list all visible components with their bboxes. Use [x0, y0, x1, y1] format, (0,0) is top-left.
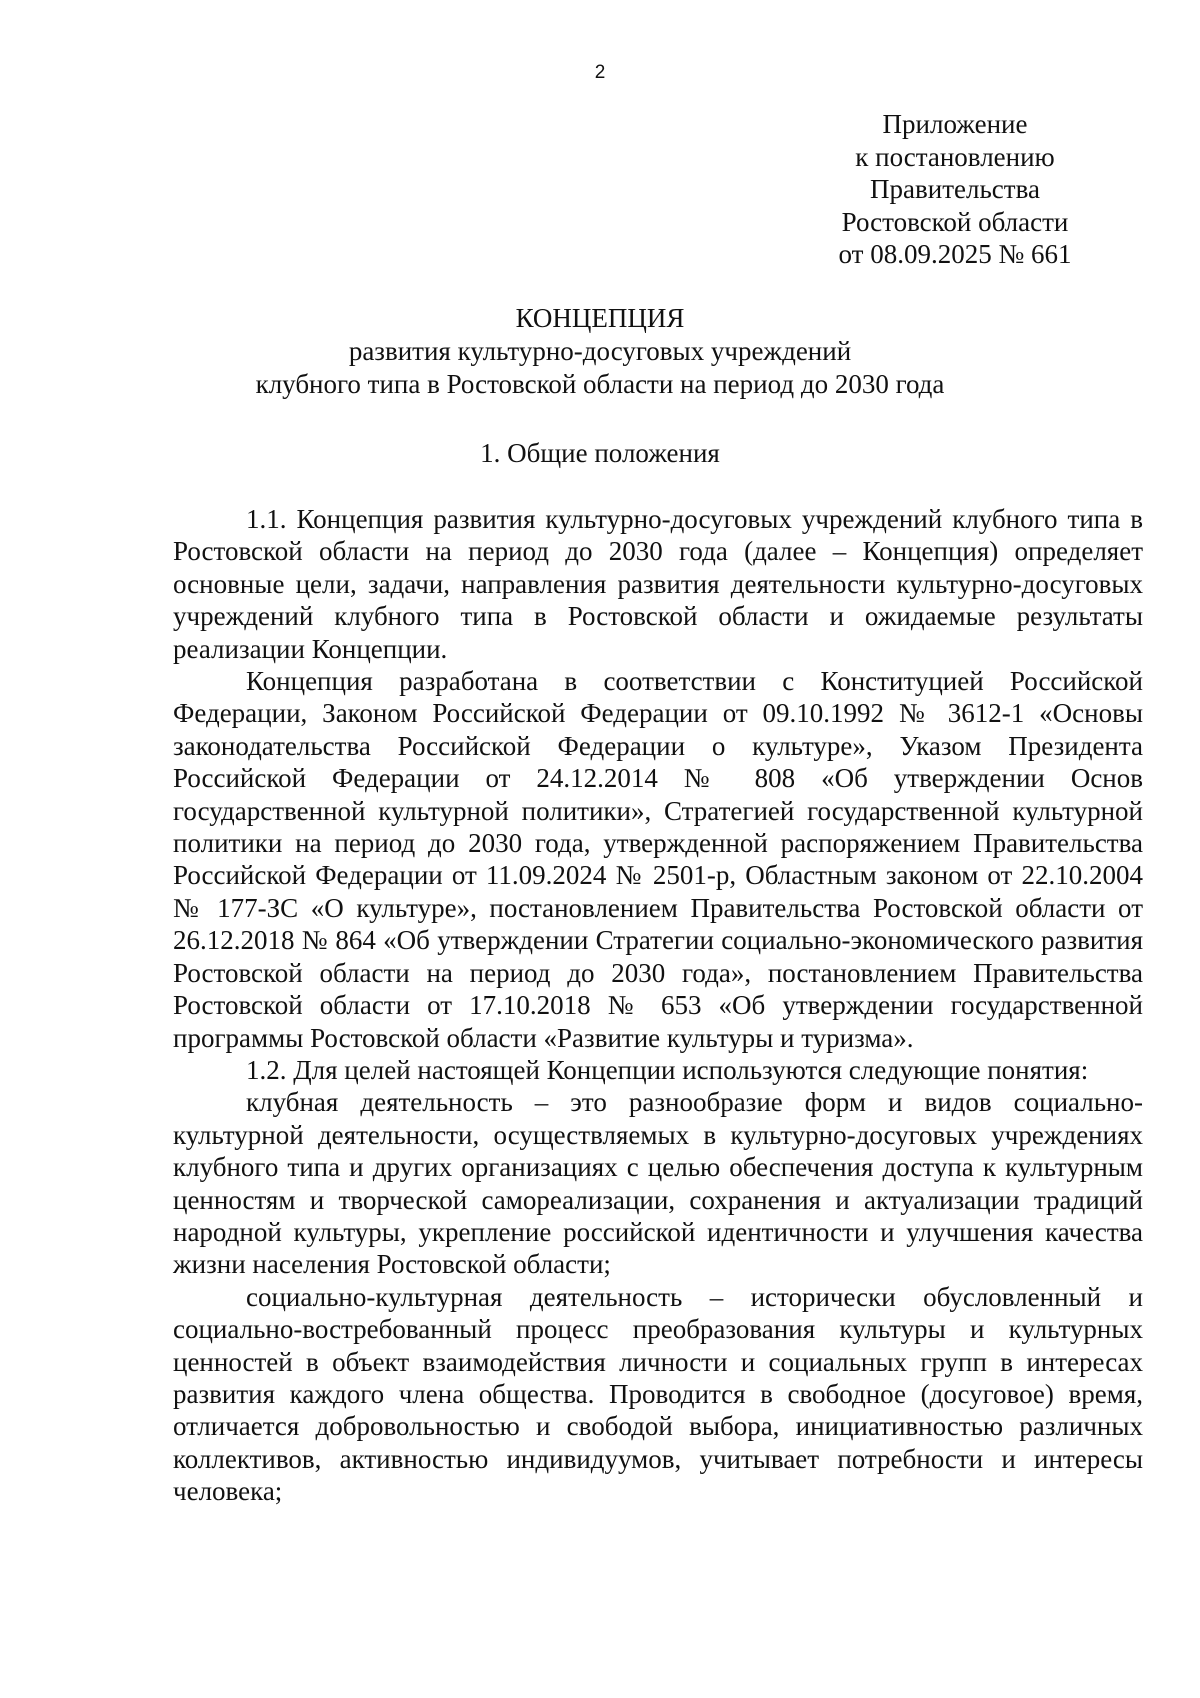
paragraph: 1.2. Для целей настоящей Концепции используются следующие понятия:: [246, 1054, 1089, 1085]
page-number: 2: [594, 62, 606, 83]
paragraph: 1.1. Концепция развития культурно-досуговых учреждений клубного типа в Ростовской области на период до 2030 года (далее – Концепция) определяет основные цели, задачи, направления развития деятельности культурно-досуговых учреждений клубного типа в Ростовской области и ожидаемые результаты реализации Концепции.: [173, 504, 1143, 664]
title-main: КОНЦЕПЦИЯ: [515, 303, 685, 333]
appendix-line: от 08.09.2025 № 661: [838, 239, 1072, 270]
document-title: [0, 302, 1200, 401]
appendix-line: Приложение: [882, 109, 1028, 139]
appendix-block: [830, 108, 1080, 271]
title-subtitle: развития культурно-досуговых учреждений: [348, 336, 852, 366]
paragraph: клубная деятельность – это разнообразие форм и видов социально-культурной деятельности, осуществляемых в культурно-досуговых учреждениях клубного типа и других организациях с целью обеспечения доступа к культурным ценностям и творческой самореализации, сохранения и актуализации традиций народной культуры, укрепление российской идентичности и улучшения качества жизни населения Ростовской области;: [173, 1087, 1143, 1280]
section-heading: 1. Общие положения: [480, 438, 720, 468]
appendix-line: к постановлению: [855, 141, 1055, 172]
paragraph: социально-культурная деятельность – исторически обусловленный и социально-востребованный процесс преобразования культуры и культурных ценностей в объект взаимодействия личности и социальных групп в интересах развития каждого члена общества. Проводится в свободное (досуговое) время, отличается добровольностью и свободой выбора, инициативностью различных коллективов, активностью индивидуумов, учитывает потребности и интересы человека;: [173, 1281, 1143, 1507]
appendix-line: Правительства: [870, 174, 1040, 205]
paragraph: Концепция разработана в соответствии с Конституцией Российской Федерации, Законом Российской Федерации от 09.10.1992 № 3612-1 «Основы законодательства Российской Федерации о культуре», Указом Президента Российской Федерации от 24.12.2014 № 808 «Об утверждении Основ государственной культурной политики», Стратегией государственной культурной политики на период до 2030 года, утвержденной распоряжением Правительства Российской Федерации от 11.09.2024 № 2501-р, Областным законом от 22.10.2004 № 177-ЗС «О культуре», постановлением Правительства Ростовской области от 26.12.2018 № 864 «Об утверждении Стратегии социально-экономического развития Ростовской области на период до 2030 года», постановлением Правительства Ростовской области от 17.10.2018 № 653 «Об утверждении государственной программы Ростовской области «Развитие культуры и туризма».: [173, 666, 1143, 1053]
body-text: [173, 503, 1143, 1508]
title-subtitle: клубного типа в Ростовской области на период до 2030 года: [255, 369, 945, 399]
appendix-line: Ростовской области: [841, 206, 1069, 237]
